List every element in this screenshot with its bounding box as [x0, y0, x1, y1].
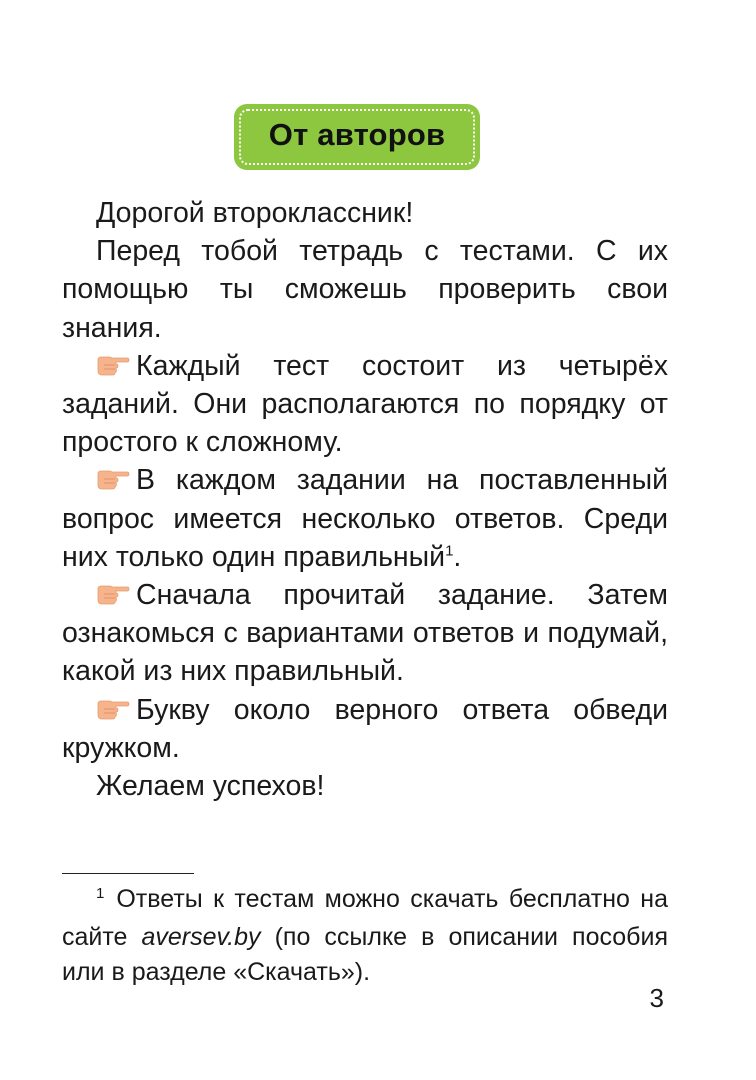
footnote: [62, 882, 668, 990]
section-title: От авторов: [268, 117, 446, 152]
footnote-text-end: (по ссылке в описании пособия или в разделе «Скачать»).: [62, 923, 669, 986]
footnote-text: Ответы к тестам можно скачать бесплатно на сайте: [62, 885, 668, 951]
item-text: Букву около верного ответа обведи кружком.: [62, 693, 668, 764]
pointing-hand-icon: [96, 698, 130, 720]
closing: Желаем успехов!: [96, 770, 325, 803]
pointing-hand-icon: [96, 583, 130, 605]
page-number: 3: [649, 983, 664, 1013]
greeting: Дорогой второклассник!: [96, 197, 414, 229]
footnote-reference: 1: [445, 542, 454, 560]
list-item: [62, 461, 668, 576]
list-item: [62, 576, 668, 691]
footnote-mark: 1: [96, 885, 105, 902]
footnote-link: aversev.by: [141, 923, 261, 951]
list-item: [62, 347, 668, 462]
footnote-divider: [62, 873, 194, 874]
pointing-hand-icon: [96, 468, 130, 490]
intro-paragraph: Перед тобой тетрадь с тестами. С их помощью ты сможешь проверить свои знания.: [62, 235, 668, 344]
item-text-end: .: [453, 540, 462, 573]
item-text: Каждый тест состоит из четырёх заданий. Они располагаются по порядку от простого к сложному.: [62, 349, 668, 459]
item-text: В каждом задании на поставленный вопрос имеется несколько ответов. Среди них только один правильный: [62, 464, 668, 573]
item-text: Сначала прочитай задание. Затем ознакомься с вариантами ответов и подумай, какой из них правильный.: [62, 579, 668, 688]
pointing-hand-icon: [96, 354, 130, 376]
section-title-badge: [234, 104, 480, 170]
list-item: [62, 691, 668, 767]
body-text: [62, 194, 668, 805]
